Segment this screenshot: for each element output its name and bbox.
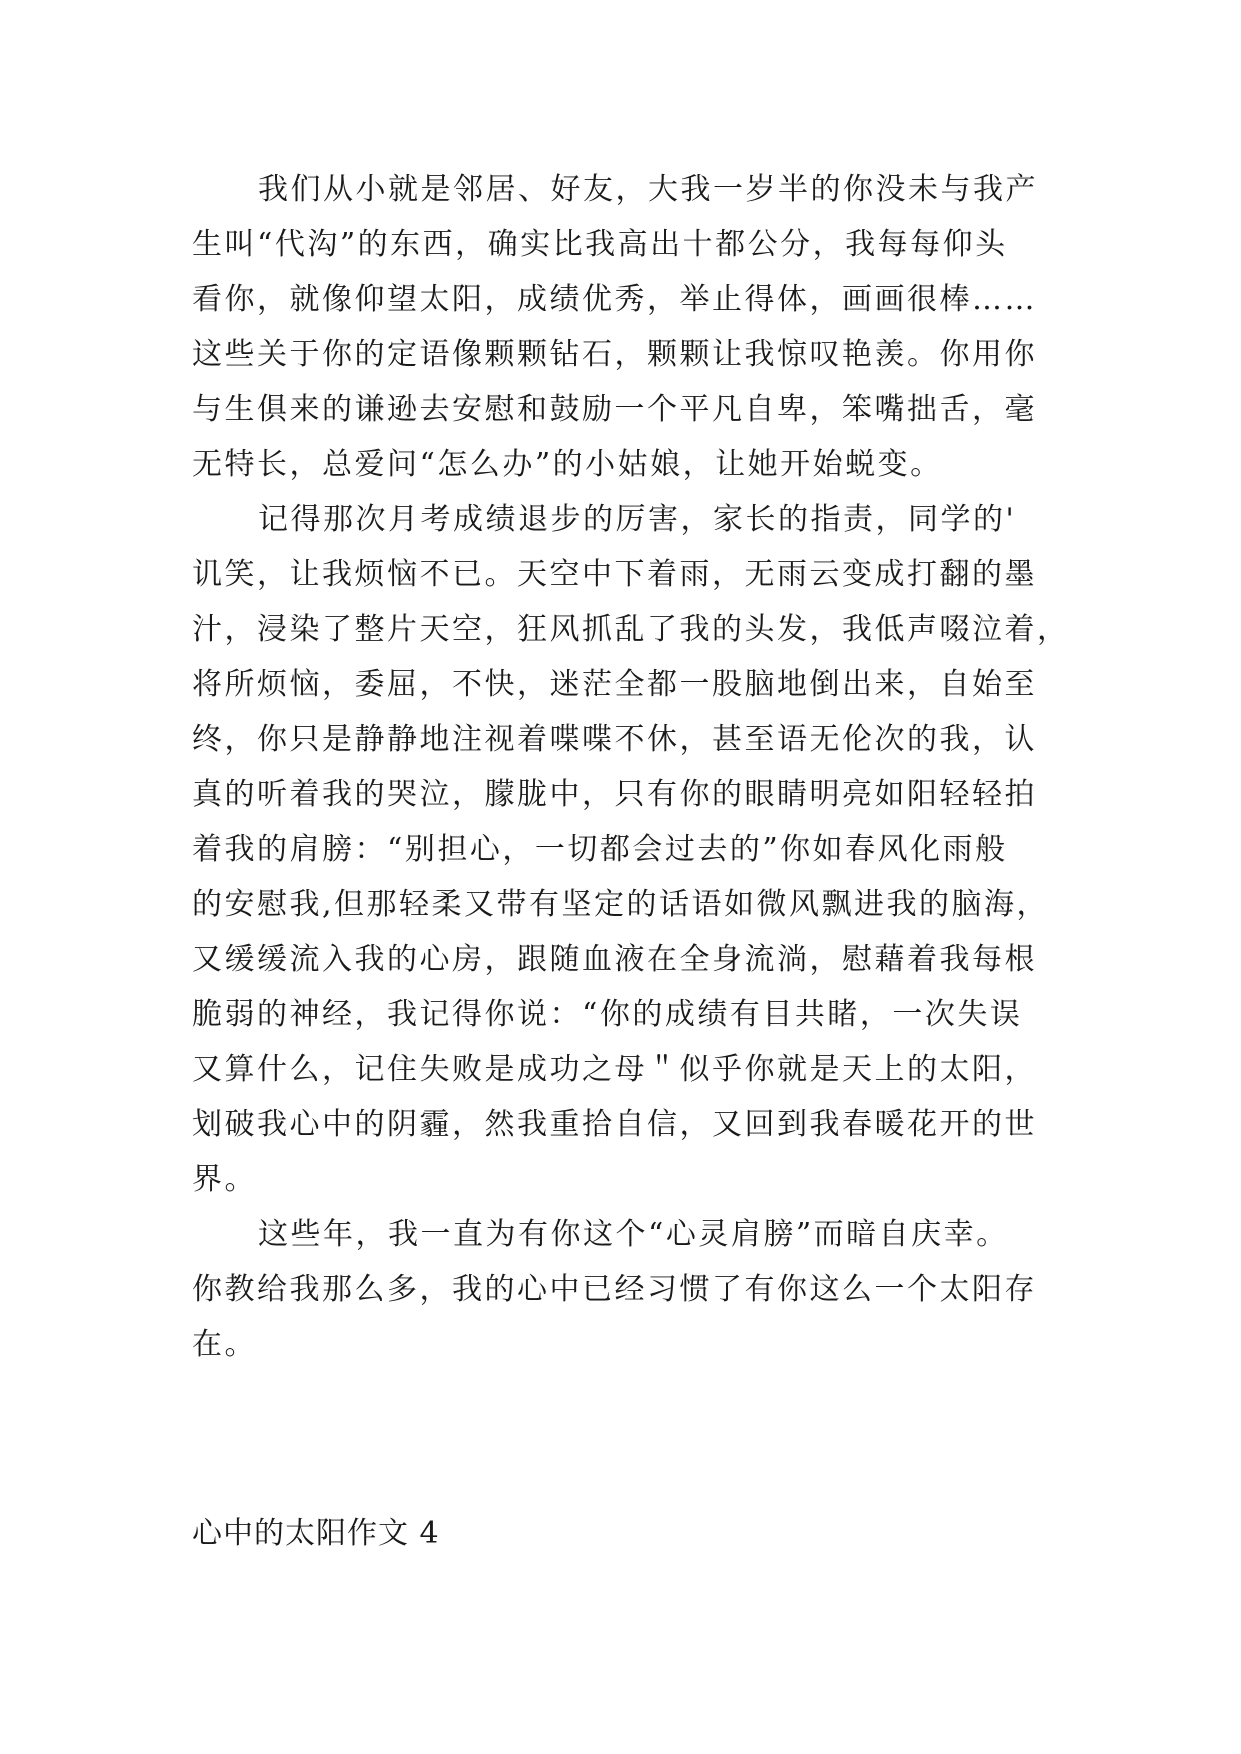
text-line: 将所烦恼，委屈，不快，迷茫全都一股脑地倒出来，自始至 [192, 667, 1037, 702]
paragraph-3 [192, 1207, 1072, 1372]
section-heading: 心中的太阳作文 4 [192, 1516, 440, 1551]
text-line: 无特长，总爱问“怎么办”的小姑娘，让她开始蜕变。 [192, 447, 943, 482]
text-line: 这些年，我一直为有你这个“心灵肩膀”而暗自庆幸。 [258, 1217, 1009, 1252]
text-line: 汁，浸染了整片天空，狂风抓乱了我的头发，我低声啜泣着， [192, 612, 1070, 647]
text-line: 你教给我那么多，我的心中已经习惯了有你这么一个太阳存 [192, 1272, 1037, 1307]
text-line: 与生俱来的谦逊去安慰和鼓励一个平凡自卑，笨嘴拙舌，毫 [192, 392, 1037, 427]
text-line: 看你，就像仰望太阳，成绩优秀，举止得体，画画很棒…… [192, 282, 1037, 317]
text-line: 的安慰我,但那轻柔又带有坚定的话语如微风飘进我的脑海， [192, 887, 1050, 922]
paragraph-1 [192, 162, 1072, 492]
document-body [192, 162, 1072, 1372]
paragraph-2 [192, 492, 1072, 1207]
text-line: 记得那次月考成绩退步的厉害，家长的指责，同学的' [258, 502, 1017, 537]
text-line: 在。 [192, 1327, 257, 1362]
text-line: 讥笑，让我烦恼不已。天空中下着雨，无雨云变成打翻的墨 [192, 557, 1037, 592]
text-line: 真的听着我的哭泣，朦胧中，只有你的眼睛明亮如阳轻轻拍 [192, 777, 1037, 812]
text-line: 着我的肩膀：“别担心，一切都会过去的”你如春风化雨般 [192, 832, 1008, 867]
text-line: 又缓缓流入我的心房，跟随血液在全身流淌，慰藉着我每根 [192, 942, 1037, 977]
text-line: 脆弱的神经，我记得你说：“你的成绩有目共睹，一次失误 [192, 997, 1023, 1032]
text-line: 终，你只是静静地注视着喋喋不休，甚至语无伦次的我，认 [192, 722, 1037, 757]
text-line: 生叫“代沟”的东西，确实比我高出十都公分，我每每仰头 [192, 227, 1008, 262]
text-line: 这些关于你的定语像颗颗钻石，颗颗让我惊叹艳羡。你用你 [192, 337, 1037, 372]
text-line: 划破我心中的阴霾，然我重拾自信，又回到我春暖花开的世 [192, 1107, 1037, 1142]
text-line: 我们从小就是邻居、好友，大我一岁半的你没未与我产 [258, 172, 1038, 207]
text-line: 又算什么，记住失败是成功之母＂似乎你就是天上的太阳， [192, 1052, 1037, 1087]
text-line: 界。 [192, 1162, 257, 1197]
